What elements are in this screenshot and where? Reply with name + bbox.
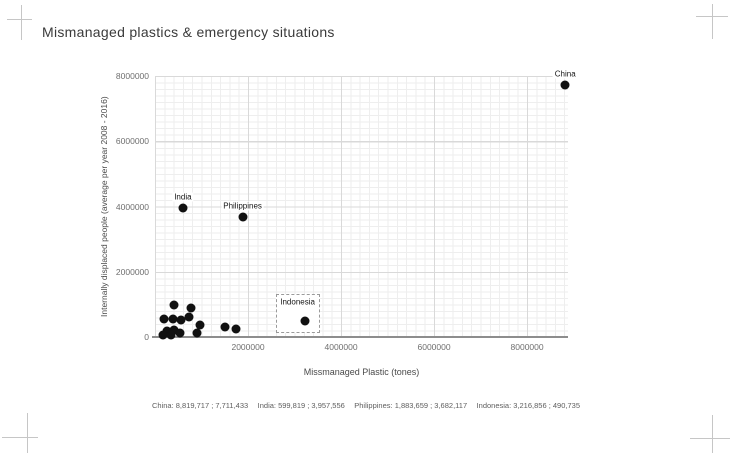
data-point [160,314,169,323]
footnote-item: India: 599,819 ; 3,957,556 [257,401,345,410]
x-axis-ticks [155,342,568,354]
y-axis-ticks [0,71,149,342]
x-tick-label: 8000000 [510,342,544,352]
y-tick-label: 2000000 [115,266,149,277]
y-tick-label: 6000000 [115,136,149,147]
crop-mark-bottom-left-horizontal [2,437,38,438]
crop-mark-top-right-vertical [712,4,713,39]
data-point-indonesia [300,316,309,325]
page-title: Mismanaged plastics & emergency situations [42,24,335,40]
crop-mark-bottom-left-vertical [27,413,28,453]
y-axis-title: Internally displaced people (average per year 2008 - 2016) [99,96,109,317]
footnote-item: China: 8,819,717 ; 7,711,433 [152,401,249,410]
data-point [184,313,193,322]
x-tick-label: 4000000 [324,342,358,352]
data-point [221,322,230,331]
x-axis-title: Missmanaged Plastic (tones) [303,367,420,377]
x-axis-line [152,336,568,338]
data-point [176,316,185,325]
data-point [170,300,179,309]
data-point [192,328,201,337]
crop-mark-bottom-right-vertical [712,415,713,453]
data-footnotes [152,401,580,410]
point-label-philippines: Philippines [223,201,262,211]
data-point [232,325,241,334]
crop-mark-top-left-horizontal [7,19,32,20]
point-label-china: China [554,69,576,79]
y-tick-label: 4000000 [115,201,149,212]
point-label-india: India [174,192,192,202]
data-point-philippines [238,212,247,221]
data-point [166,331,175,340]
data-point-china [561,81,570,90]
crop-mark-top-right-horizontal [696,16,728,17]
x-tick-label: 6000000 [417,342,451,352]
footnote-item: Philippines: 1,883,659 ; 3,682,117 [354,401,468,410]
footnote-item: Indonesia: 3,216,856 ; 490,735 [476,401,580,410]
y-tick-label: 8000000 [115,71,149,81]
crop-mark-top-left-vertical [21,5,22,40]
crop-mark-bottom-right-horizontal [690,438,730,439]
point-label-indonesia: Indonesia [280,297,315,307]
data-point [186,303,195,312]
data-point-india [178,203,187,212]
plot-area [155,69,576,337]
data-point [176,328,185,337]
x-tick-label: 2000000 [231,342,265,352]
y-tick-label: 0 [144,332,149,342]
